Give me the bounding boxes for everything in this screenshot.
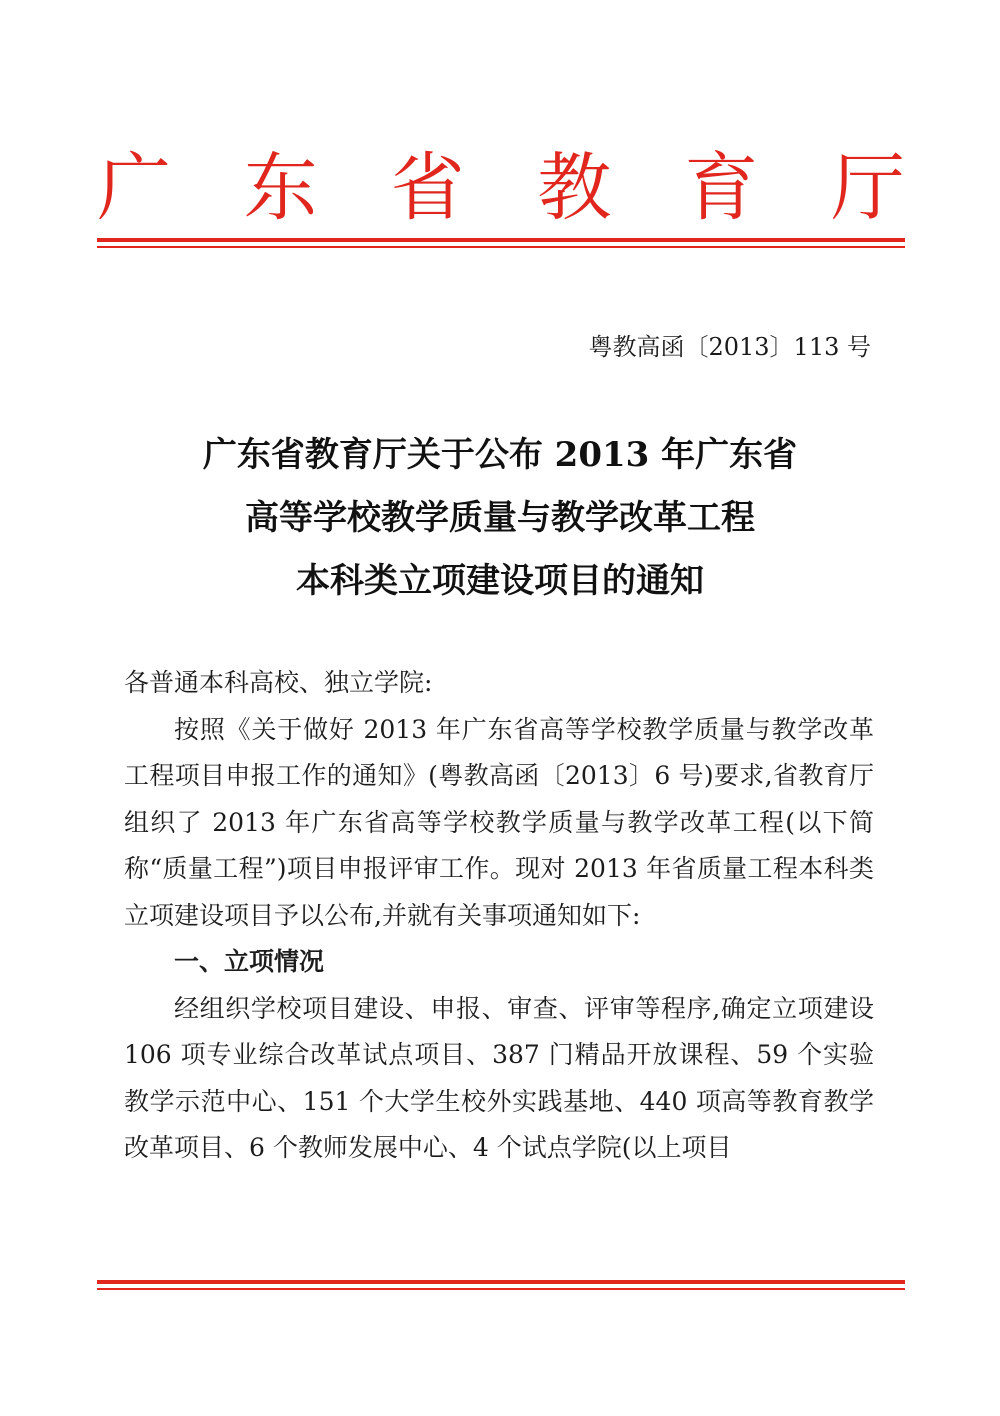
salutation: 各普通本科高校、独立学院: — [124, 668, 433, 697]
paragraph: 经组织学校项目建设、申报、审查、评审等程序,确定立项建设 106 项专业综合改革试点项目、387 门精品开放课程、59 个实验教学示范中心、151 个大学生校外实践基地、440 项高等教育教学改革项目、6 个教师发展中心、4 个试点学院(以上项目 — [124, 993, 874, 1162]
letterhead — [97, 145, 905, 231]
document-body — [124, 660, 874, 1172]
letterhead-divider — [97, 238, 905, 248]
letterhead-char: 东 — [243, 145, 318, 231]
document-title — [100, 424, 900, 613]
letterhead-char: 广 — [97, 145, 171, 231]
title-line: 本科类立项建设项目的通知 — [296, 561, 704, 601]
letterhead-char: 育 — [684, 145, 759, 231]
document-number: 粤教高函〔2013〕113 号 — [588, 333, 871, 361]
title-line: 高等学校教学质量与教学改革工程 — [245, 498, 755, 538]
letterhead-char: 厅 — [830, 145, 905, 231]
letterhead-char: 省 — [390, 145, 465, 231]
paragraph: 按照《关于做好 2013 年广东省高等学校教学质量与教学改革工程项目申报工作的通知》(粤教高函〔2013〕6 号)要求,省教育厅组织了 2013 年广东省高等学校教学质量与教学改革工程(以下简称“质量工程”)项目申报评审工作。现对 2013 年省质量工程本科类立项建设项目予以公布,并就有关事项通知如下: — [124, 714, 874, 930]
section-heading: 一、立项情况 — [174, 947, 325, 976]
letterhead-char: 教 — [537, 145, 612, 231]
footer-divider — [97, 1280, 905, 1290]
title-line: 广东省教育厅关于公布 2013 年广东省 — [202, 435, 798, 475]
